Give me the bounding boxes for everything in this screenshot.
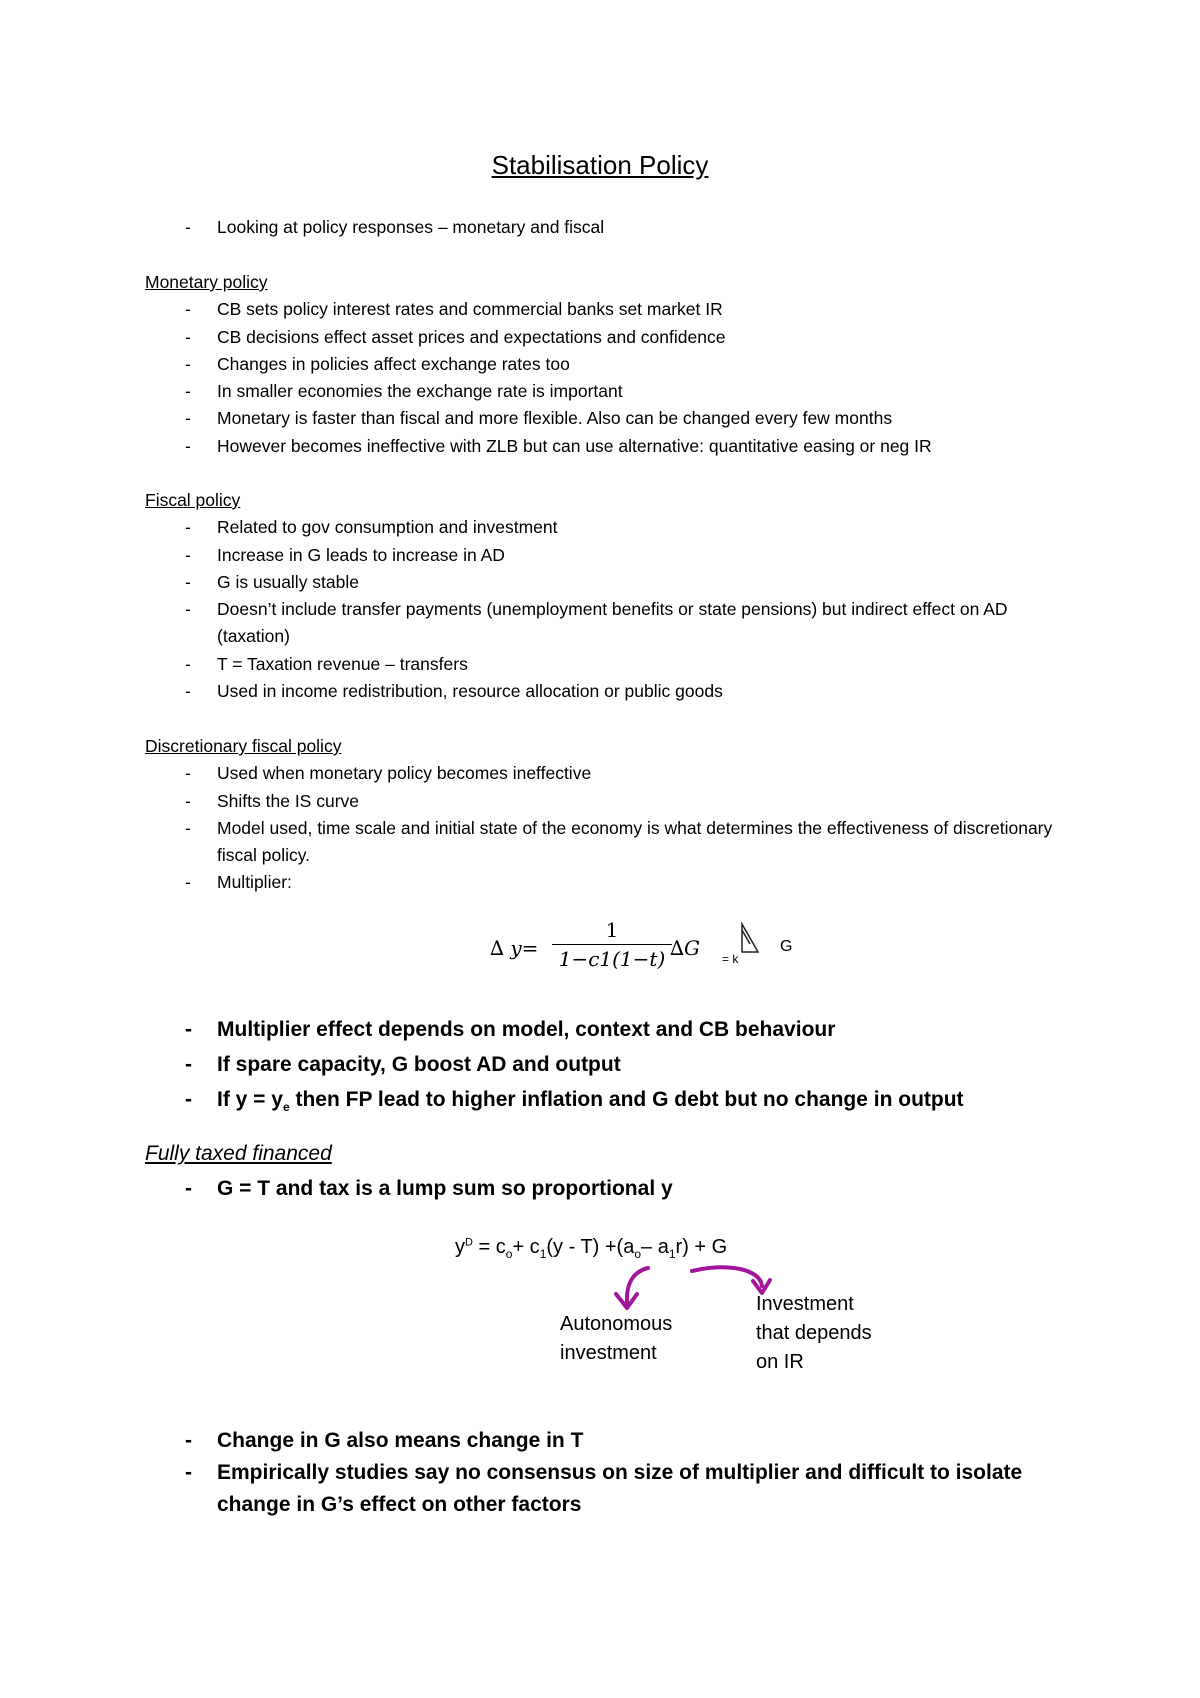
list-item-text: Increase in G leads to increase in AD (217, 544, 505, 565)
formula-delta-g: ∆G (670, 936, 700, 960)
eq-sub: o (634, 1247, 642, 1261)
bullet-dash: - (185, 326, 191, 347)
bullet-dash: - (185, 681, 191, 702)
bullet-dash: - (185, 544, 191, 565)
eq-part: (y - T) +(a (546, 1236, 635, 1258)
section-heading: Fully taxed financed (145, 1142, 332, 1165)
bullet-dash: - (185, 872, 191, 893)
list-item-text: T = Taxation revenue – transfers (217, 653, 468, 674)
final-notes (145, 1425, 1075, 1521)
bullet-dash: - (185, 1088, 192, 1111)
bullet-dash: - (185, 763, 191, 784)
bullet-dash: - (185, 1429, 192, 1452)
bullet-dash: - (185, 408, 191, 429)
list-item-text: G = T and tax is a lump sum so proportional y (217, 1177, 673, 1200)
arrow-autonomous (627, 1268, 648, 1303)
list-item-text: Multiplier effect depends on model, context and CB behaviour (217, 1018, 836, 1041)
bullet-dash: - (185, 353, 191, 374)
list-item-text: CB sets policy interest rates and commercial banks set market IR (217, 299, 723, 320)
annotation-autonomous (560, 1310, 672, 1368)
annotation-line: that depends (756, 1322, 872, 1344)
bullet-dash: - (185, 299, 191, 320)
eq-sup: D (465, 1236, 473, 1249)
annotation-line: on IR (756, 1351, 804, 1373)
list-item-text: Doesn’t include transfer payments (unemployment benefits or state pensions) but indirect effect on AD (taxation) (217, 599, 1008, 647)
eq-part: y (455, 1236, 465, 1258)
arrow-investment (692, 1267, 762, 1286)
list-item-text: In smaller economies the exchange rate is important (217, 381, 623, 402)
bullet-dash: - (185, 790, 191, 811)
bullet-dash: - (185, 217, 191, 237)
list-item-text: However becomes ineffective with ZLB but can use alternative: quantitative easing or neg IR (217, 435, 932, 456)
formula-numerator: 1 (605, 918, 619, 942)
list-item-text: CB decisions effect asset prices and expectations and confidence (217, 326, 726, 347)
list-item-text: Used in income redistribution, resource allocation or public goods (217, 681, 723, 702)
list-item-text: If spare capacity, G boost AD and output (217, 1053, 621, 1076)
annotation-line: Autonomous (560, 1313, 673, 1335)
bullet-dash: - (185, 817, 191, 838)
subscript: e (282, 1100, 290, 1115)
list-item-text: If y = y (217, 1088, 283, 1111)
list-item-text: then FP lead to higher inflation and G debt but no change in output (289, 1088, 964, 1111)
annotation-investment (756, 1290, 872, 1377)
eq-sub: 1 (668, 1247, 676, 1261)
bullet-dash: - (185, 1177, 192, 1200)
list-item-text: Change in G also means change in T (217, 1429, 584, 1452)
section-heading: Fiscal policy (145, 490, 241, 510)
list-item-text: G is usually stable (217, 571, 360, 592)
list-item-text: Shifts the IS curve (217, 790, 360, 811)
eq-part: – a (641, 1236, 669, 1258)
bullet-dash: - (185, 1018, 192, 1041)
eq-sub: o (505, 1247, 513, 1261)
list-item-text: Empirically studies say no consensus on size of multiplier and difficult to isolate change in G’s effect on other factors (217, 1461, 1023, 1516)
formula-g: G (780, 938, 793, 955)
bullet-dash: - (185, 653, 191, 674)
formula-denominator: 1−c1(1−t) (558, 947, 666, 971)
list-item-text: Multiplier: (217, 872, 292, 893)
list-item-text: Looking at policy responses – monetary and fiscal (217, 217, 605, 237)
section-heading: Discretionary fiscal policy (145, 736, 342, 756)
annotation-line: investment (560, 1342, 657, 1364)
annotation-line: Investment (756, 1293, 854, 1315)
page-title: Stabilisation Policy (491, 150, 709, 180)
bullet-dash: - (185, 435, 191, 456)
section-heading: Monetary policy (145, 272, 268, 292)
eq-part: + c (512, 1236, 540, 1258)
bullet-dash: - (185, 1461, 192, 1484)
eq-sub: 1 (539, 1247, 547, 1261)
eq-part: r) + G (675, 1236, 728, 1258)
eq-part: = c (472, 1236, 506, 1258)
list-item-text: Used when monetary policy becomes ineffective (217, 763, 592, 784)
formula-lhs: ∆ y= (490, 936, 539, 960)
list-item-text: Model used, time scale and initial state of the economy is what determines the effectiveness of discretionary fiscal policy. (217, 817, 1053, 866)
list-item (145, 1457, 1075, 1521)
formula-equals-k: = k (722, 952, 739, 966)
list-item (145, 1425, 1075, 1457)
bullet-dash: - (185, 599, 191, 620)
bullet-dash: - (185, 517, 191, 538)
list-item-text: Related to gov consumption and investment (217, 517, 558, 538)
bullet-dash: - (185, 1053, 192, 1076)
list-item-text: Monetary is faster than fiscal and more flexible. Also can be changed every few months (217, 408, 893, 429)
list-item-text: Changes in policies affect exchange rates too (217, 353, 570, 374)
bullet-dash: - (185, 571, 191, 592)
bullet-dash: - (185, 381, 191, 402)
